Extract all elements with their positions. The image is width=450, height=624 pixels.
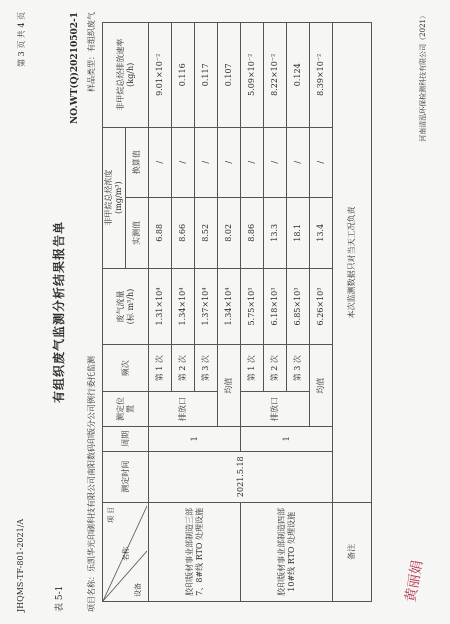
diag-item-label: 项 目: [107, 506, 115, 523]
diag-name-label: 名称: [122, 547, 130, 561]
table-row: [241, 23, 264, 602]
rate-cell: 8.22×10⁻²: [264, 23, 287, 128]
col-position: 测定位置: [103, 392, 149, 427]
converted-cell: /: [149, 127, 172, 198]
doc-code: JHQMS-TF-801-2021/A: [16, 518, 25, 612]
flow-cell: 1.37×10⁴: [195, 268, 218, 345]
rotated-sheet: [10, 12, 440, 612]
diag-device-label: 设备: [134, 583, 142, 597]
table-number: 表 5-1: [55, 585, 65, 612]
converted-cell: /: [264, 127, 287, 198]
rate-cell: 0.117: [195, 23, 218, 128]
converted-cell: /: [172, 127, 195, 198]
flow-cell: 6.18×10³: [264, 268, 287, 345]
measured-cell: 18.1: [287, 198, 310, 269]
remark-row: [333, 23, 372, 602]
col-measured: 实测值: [126, 198, 149, 269]
freq-cell: 第 2 次: [172, 345, 195, 392]
remark-text: 本次监测数据只对当天工况负责: [333, 23, 372, 503]
measured-cell: 8.52: [195, 198, 218, 269]
period-cell: 1: [149, 426, 241, 451]
flow-cell: 1.34×10⁴: [218, 268, 241, 345]
freq-cell: 均值: [218, 345, 241, 427]
rate-cell: 9.01×10⁻²: [149, 23, 172, 128]
freq-cell: 第 3 次: [195, 345, 218, 392]
page-info: 第 3 页 共 4 页: [17, 12, 26, 67]
col-conc-label: 非甲烷总烃浓度: [104, 169, 113, 226]
rate-cell: 0.124: [287, 23, 310, 128]
company-footer: 河南清泓环保检测科技有限公司（2021）: [419, 12, 427, 142]
col-freq: 频次: [103, 345, 149, 392]
col-conc: [103, 127, 126, 268]
flow-cell: 5.75×10³: [241, 268, 264, 345]
measured-cell: 8.86: [241, 198, 264, 269]
device-cell: 胶印版材事业部制造四部 10#线 RTO 处理设施: [241, 502, 333, 601]
col-converted: 换算值: [126, 127, 149, 198]
rate-cell: 8.39×10⁻²: [310, 23, 333, 128]
project-name: 项目名称：乐凯华光印刷科技有限公司南阳数码印版分公司例行委托监测: [87, 356, 96, 612]
diagonal-header-cell: [103, 502, 149, 601]
rate-cell: 0.116: [172, 23, 195, 128]
measured-cell: 13.3: [264, 198, 287, 269]
measured-cell: 8.02: [218, 198, 241, 269]
position-cell: 排放口: [149, 392, 218, 427]
time-cell: 2021.5.18: [149, 451, 333, 502]
device-cell: 胶印版材事业部制造三部 7、8#线 RTO 处理设施: [149, 502, 241, 601]
freq-cell: 第 2 次: [264, 345, 287, 392]
col-conc-unit: (mg/m³): [114, 181, 123, 214]
col-flow-label: 废气流量: [115, 290, 125, 323]
freq-cell: 第 1 次: [149, 345, 172, 392]
converted-cell: /: [241, 127, 264, 198]
measured-cell: 13.4: [310, 198, 333, 269]
converted-cell: /: [218, 127, 241, 198]
flow-cell: 1.31×10⁴: [149, 268, 172, 345]
col-flow: [103, 268, 149, 345]
position-cell: 排放口: [241, 392, 310, 427]
results-table: [102, 22, 372, 602]
period-cell: 1: [241, 426, 333, 451]
col-rate-label: 非甲烷总烃排放速率: [115, 38, 125, 111]
col-period: 周期: [103, 426, 149, 451]
measured-cell: 8.66: [172, 198, 195, 269]
sample-type: 样品类型：有组织废气: [87, 12, 96, 92]
handwritten-signature: 黄丽娟: [402, 559, 427, 604]
flow-cell: 6.26×10³: [310, 268, 333, 345]
col-time: 测定时间: [103, 451, 149, 502]
col-rate: [103, 23, 149, 128]
col-flow-unit: (标 m³/h): [125, 288, 135, 325]
flow-cell: 6.85×10³: [287, 268, 310, 345]
report-title: 有组织废气监测分析结果报告单: [52, 221, 66, 404]
rate-cell: 0.107: [218, 23, 241, 128]
measured-cell: 6.88: [149, 198, 172, 269]
freq-cell: 第 1 次: [241, 345, 264, 392]
freq-cell: 第 3 次: [287, 345, 310, 392]
converted-cell: /: [310, 127, 333, 198]
remark-label: 备注: [333, 502, 372, 601]
converted-cell: /: [195, 127, 218, 198]
table-row: [149, 23, 172, 602]
col-rate-unit: (kg/h): [125, 62, 135, 87]
converted-cell: /: [287, 127, 310, 198]
report-number: NO.WT(Q)20210502-1: [70, 12, 80, 124]
flow-cell: 1.34×10⁴: [172, 268, 195, 345]
rate-cell: 5.09×10⁻²: [241, 23, 264, 128]
freq-cell: 均值: [310, 345, 333, 427]
